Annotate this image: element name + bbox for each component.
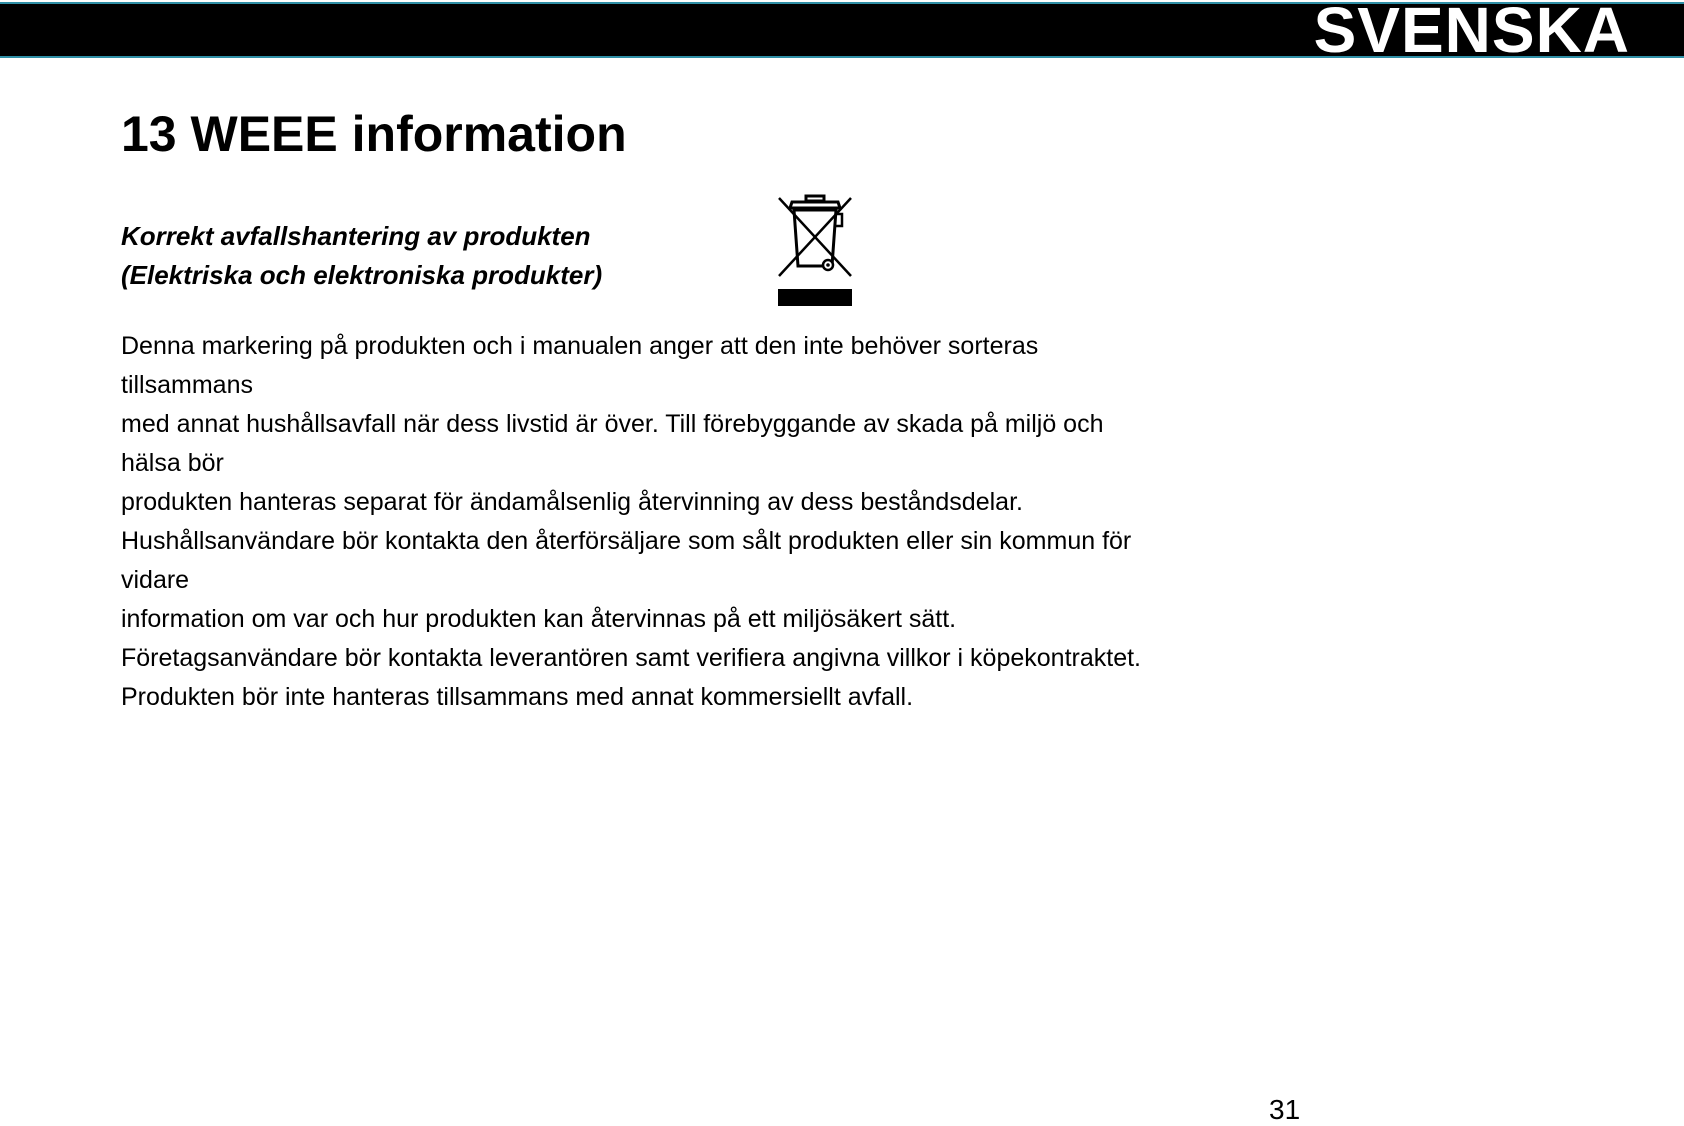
- body-line: Denna markering på produkten och i manualen anger att den inte behöver sorteras: [121, 332, 1039, 360]
- language-label: SVENSKA: [1313, 0, 1630, 66]
- body-line: Produkten bör inte hanteras tillsammans med annat kommersiellt avfall.: [121, 683, 914, 711]
- body-line: Hushållsanvändare bör kontakta den återförsäljare som sålt produkten eller sin kommun för: [121, 527, 1132, 555]
- body-line: information om var och hur produkten kan återvinnas på ett miljösäkert sätt.: [121, 605, 957, 633]
- body-line: Företagsanvändare bör kontakta leverantören samt verifiera angivna villkor i köpekontraktet.: [121, 644, 1141, 672]
- subtitle-line-1: Korrekt avfallshantering av produkten: [121, 221, 591, 251]
- page-number: 31: [1269, 1094, 1301, 1125]
- body-text: [121, 327, 1321, 717]
- header-bar: [0, 0, 1684, 66]
- crossed-out-wheelie-bin-icon: [776, 194, 854, 308]
- body-line: produkten hanteras separat för ändamålsenlig återvinning av dess beståndsdelar.: [121, 488, 1023, 516]
- section-title: 13 WEEE information: [121, 106, 627, 162]
- subtitle: [121, 217, 602, 295]
- body-line: vidare: [121, 566, 190, 594]
- body-line: tillsammans: [121, 371, 253, 399]
- subtitle-line-2: (Elektriska och elektroniska produkter): [121, 260, 603, 290]
- body-line: med annat hushållsavfall när dess livstid är över. Till förebyggande av skada på miljö och: [121, 410, 1104, 438]
- body-line: hälsa bör: [121, 449, 224, 477]
